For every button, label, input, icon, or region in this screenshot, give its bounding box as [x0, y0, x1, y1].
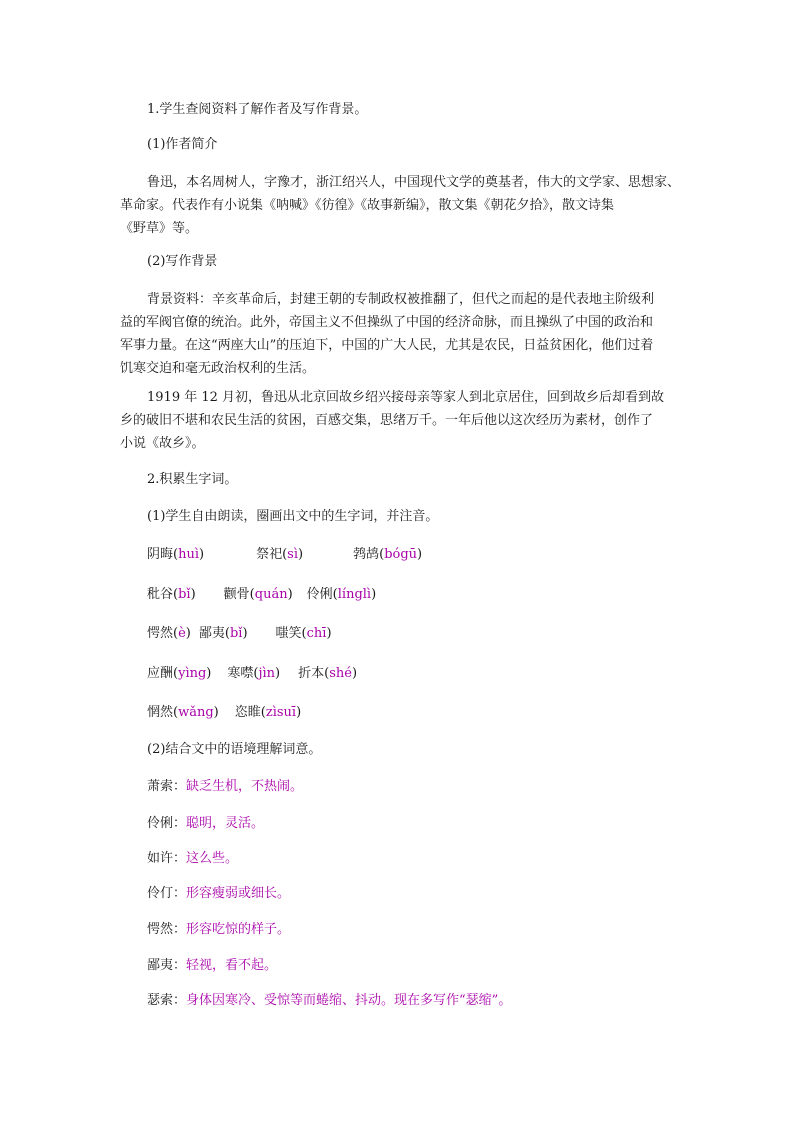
meaning-definition: 身体因寒冷、受惊等而蜷缩、抖动。现在多写作“瑟缩”。	[186, 993, 512, 1008]
meaning-item: 瑟索：身体因寒冷、受惊等而蜷缩、抖动。现在多写作“瑟缩”。	[147, 993, 512, 1008]
vocab-word: 祭祀	[256, 547, 283, 562]
vocab-pinyin: shé	[329, 666, 352, 681]
vocab-pinyin: sì	[287, 547, 299, 562]
vocab-word: 鹁鸪	[353, 547, 380, 562]
meaning-word: 如许	[147, 851, 174, 866]
vocab-word: 鄙夷	[198, 626, 225, 641]
meaning-item: 鄙夷：轻视，看不起。	[147, 958, 278, 973]
story-line: 小说《故乡》。	[120, 436, 205, 451]
meaning-item: 伶俐：聪明，灵活。	[147, 816, 265, 831]
vocab-word: 颧骨	[223, 587, 250, 602]
meaning-word: 愕然	[147, 922, 174, 937]
meaning-definition: 这么些。	[186, 851, 239, 866]
vocab-pinyin: zìsuī	[265, 705, 297, 720]
meaning-word: 瑟索	[147, 993, 174, 1008]
vocab-word: 嗤笑	[275, 626, 302, 641]
author-line: 革命家。代表作有小说集《呐喊》《彷徨》《故事新编》，散文集《朝花夕拾》，散文诗集	[120, 198, 615, 213]
vocab-pinyin: bógū	[384, 547, 418, 562]
background-heading: (2)写作背景	[147, 254, 218, 269]
vocab-word: 寒噤	[227, 666, 254, 681]
meaning-definition: 形容瘦弱或细长。	[186, 886, 291, 901]
background-line: 饥寒交迫和毫无政治权利的生活。	[120, 361, 316, 376]
author-heading: (1)作者简介	[147, 137, 218, 152]
vocab-row: 秕谷(bǐ) 颧骨(quán) 伶俐(línglì)	[147, 587, 377, 602]
vocab-word: 应酬	[147, 666, 174, 681]
meaning-word: 伶俐	[147, 816, 174, 831]
vocab-pinyin: jìn	[258, 666, 276, 681]
section1-title: 1.学生查阅资料了解作者及写作背景。	[147, 102, 368, 117]
meaning-word: 伶仃	[147, 886, 174, 901]
meaning-definition: 聪明，灵活。	[186, 816, 265, 831]
author-line: 《野草》等。	[120, 221, 199, 236]
vocab-pinyin: huì	[178, 547, 199, 562]
vocab-pinyin: bǐ	[229, 626, 243, 641]
vocab-word: 阴晦	[147, 547, 174, 562]
vocab-word: 折本	[298, 666, 325, 681]
meaning-definition: 形容吃惊的样子。	[186, 922, 291, 937]
story-line: 乡的破旧不堪和农民生活的贫困，百感交集，思绪万千。一年后他以这次经历为素材，创作了	[120, 413, 654, 428]
meaning-item: 如许：这么些。	[147, 851, 239, 866]
meaning-item: 伶仃：形容瘦弱或细长。	[147, 886, 291, 901]
background-line: 军事力量。在这“两座大山”的压迫下，中国的广大人民，尤其是农民，日益贫困化，他们过着	[120, 338, 654, 353]
vocab-pinyin: è	[178, 626, 186, 641]
vocab-pinyin: wǎng	[178, 705, 214, 720]
meaning-heading: (2)结合文中的语境理解词意。	[147, 742, 322, 757]
background-line: 背景资料：辛亥革命后，封建王朝的专制政权被推翻了，但代之而起的是代表地主阶级利	[147, 292, 655, 307]
section2-title: 2.积累生字词。	[147, 472, 238, 487]
meaning-word: 鄙夷	[147, 958, 174, 973]
vocab-heading: (1)学生自由朗读，圈画出文中的生字词，并注音。	[147, 509, 439, 524]
meaning-definition: 缺乏生机，不热闹。	[186, 779, 304, 794]
vocab-word: 恣睢	[234, 705, 261, 720]
vocab-pinyin: línglì	[337, 587, 372, 602]
background-line: 益的军阀官僚的统治。此外，帝国主义不但操纵了中国的经济命脉，而且操纵了中国的政治和	[120, 315, 654, 330]
vocab-word: 惘然	[147, 705, 174, 720]
vocab-word: 愕然	[147, 626, 174, 641]
vocab-pinyin: yìng	[178, 666, 207, 681]
vocab-row: 惘然(wǎng) 恣睢(zìsuī)	[147, 705, 302, 720]
vocab-pinyin: chī	[306, 626, 327, 641]
story-line: 1919 年 12 月初，鲁迅从北京回故乡绍兴接母亲等家人到北京居住，回到故乡后却看到故	[147, 390, 665, 405]
vocab-row: 愕然(è) 鄙夷(bǐ) 嗤笑(chī)	[147, 626, 332, 641]
meaning-definition: 轻视，看不起。	[186, 958, 278, 973]
vocab-pinyin: quán	[254, 587, 288, 602]
meaning-word: 萧索	[147, 779, 174, 794]
vocab-row: 应酬(yìng) 寒噤(jìn) 折本(shé)	[147, 666, 358, 681]
meaning-item: 愕然：形容吃惊的样子。	[147, 922, 291, 937]
author-line: 鲁迅，本名周树人，字豫才，浙江绍兴人，中国现代文学的奠基者，伟大的文学家、思想家、	[147, 175, 681, 190]
meaning-item: 萧索：缺乏生机，不热闹。	[147, 779, 304, 794]
vocab-pinyin: bǐ	[178, 587, 191, 602]
vocab-word: 伶俐	[306, 587, 333, 602]
vocab-row: 阴晦(huì) 祭祀(sì) 鹁鸪(bógū)	[147, 547, 423, 562]
vocab-word: 秕谷	[147, 587, 174, 602]
